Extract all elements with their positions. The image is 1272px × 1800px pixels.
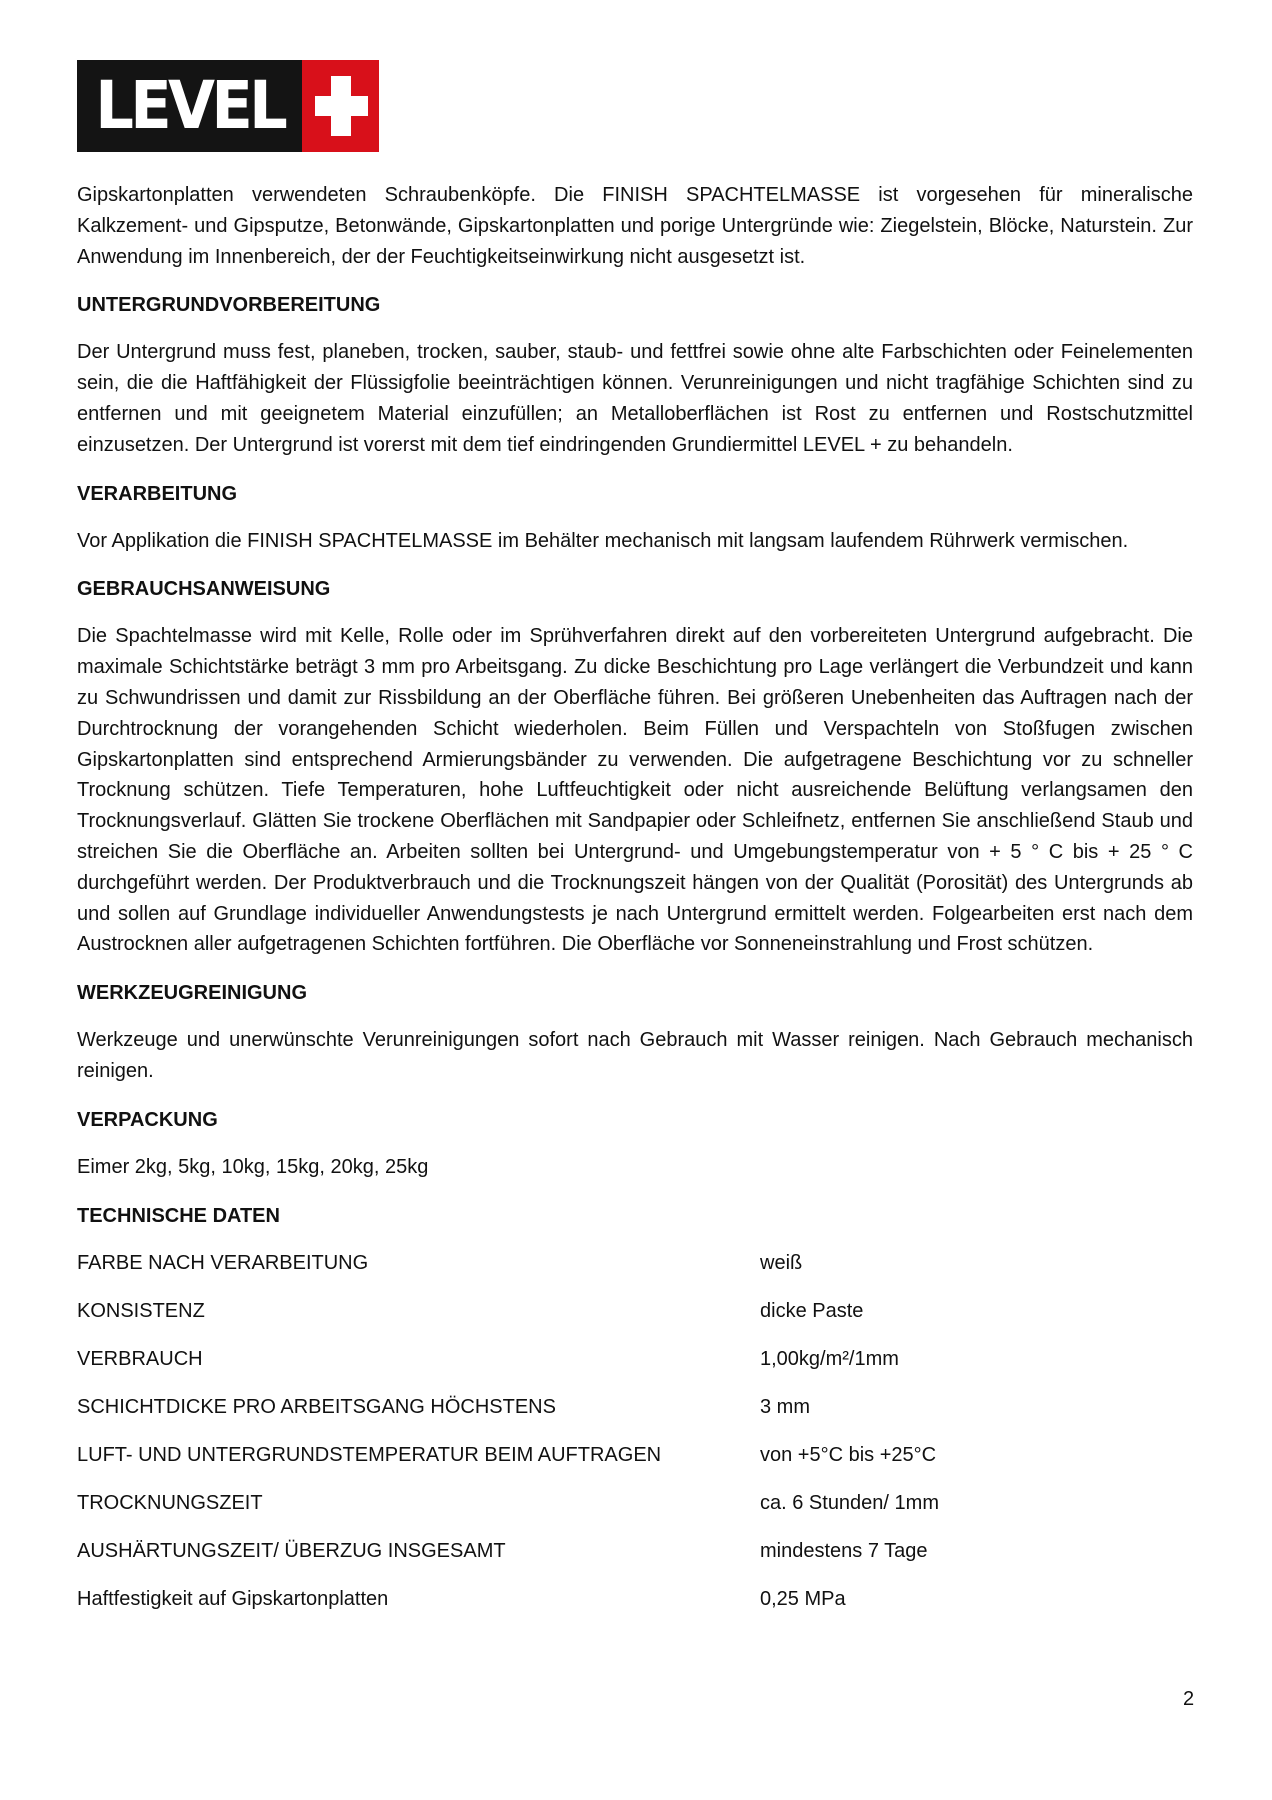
section-text-untergrundvorbereitung: Der Untergrund muss fest, planeben, trocken, sauber, staub- und fettfrei sowie ohne alte Farbschichten oder Feinelementen sein, die die Haftfähigkeit der Flüssigfolie beeinträchtigen können. Verunreinigungen und nicht tragfähige Schichten sind zu entfernen und mit geeignetem Material einzufüllen; an Metalloberflächen ist Rost zu entfernen und Rostschutzmittel einzusetzen. Der Untergrund ist vorerst mit dem tief eindringenden Grundiermittel LEVEL + zu behandeln. <box>77 341 1193 456</box>
tech-label: KONSISTENZ <box>77 1299 205 1322</box>
table-row <box>77 1488 1193 1536</box>
tech-value: weiß <box>760 1251 803 1274</box>
section-heading-gebrauchsanweisung: GEBRAUCHSANWEISUNG <box>77 578 331 601</box>
section-heading-verarbeitung: VERARBEITUNG <box>77 482 238 505</box>
section-heading-untergrundvorbereitung: UNTERGRUNDVORBEREITUNG <box>77 294 381 317</box>
level-plus-logo <box>77 60 379 152</box>
table-row <box>77 1344 1193 1392</box>
tech-value: 1,00kg/m²/1mm <box>760 1347 899 1370</box>
table-row <box>77 1584 1193 1632</box>
section-text-verarbeitung: Vor Applikation die FINISH SPACHTELMASSE im Behälter mechanisch mit langsam laufendem Rührwerk vermischen. <box>77 529 1129 552</box>
section-heading-technische-daten: TECHNISCHE DATEN <box>77 1204 280 1227</box>
tech-value: ca. 6 Stunden/ 1mm <box>760 1491 939 1514</box>
logo-wordmark-box <box>77 60 302 152</box>
table-row <box>77 1440 1193 1488</box>
logo-wordmark: LEVEL <box>95 67 284 144</box>
tech-label: Haftfestigkeit auf Gipskartonplatten <box>77 1587 389 1610</box>
tech-label: TROCKNUNGSZEIT <box>77 1491 263 1514</box>
section-heading-werkzeugreinigung: WERKZEUGREINIGUNG <box>77 982 307 1005</box>
section-text-gebrauchsanweisung: Die Spachtelmasse wird mit Kelle, Rolle oder im Sprühverfahren direkt auf den vorbereiteten Untergrund aufgebracht. Die maximale Schichtstärke beträgt 3 mm pro Arbeitsgang. Zu dicke Beschichtung pro Lage verlängert die Verbundzeit und kann zu Schwundrissen und damit zur Rissbildung an der Oberfläche führen. Bei größeren Unebenheiten das Auftragen nach der Durchtrocknung der vorangehenden Schicht wiederholen. Beim Füllen und Verspachteln von Stoßfugen zwischen Gipskartonplatten sind entsprechend Armierungsbänder zu verwenden. Die aufgetragene Beschichtung vor zu schneller Trocknung schützen. Tiefe Temperaturen, hohe Luftfeuchtigkeit oder nicht ausreichende Belüftung verlangsamen den Trocknungsverlauf. Glätten Sie trockene Oberflächen mit Sandpapier oder Schleifnetz, entfernen Sie anschließend Staub und streichen Sie die Oberfläche an. Arbeiten sollten bei Untergrund- und Umgebungstemperatur von + 5 ° C bis + 25 ° C durchgeführt werden. Der Produktverbrauch und die Trocknungszeit hängen von der Qualität (Porosität) des Untergrunds ab und sollen auf Grundlage individueller Anwendungstests je nach Untergrund ermittelt werden. Folgearbeiten erst nach dem Austrocknen aller aufgetragenen Schichten fortführen. Die Oberfläche vor Sonneneinstrahlung und Frost schützen. <box>77 625 1193 956</box>
tech-value: mindestens 7 Tage <box>760 1539 928 1562</box>
tech-label: SCHICHTDICKE PRO ARBEITSGANG HÖCHSTENS <box>77 1395 556 1418</box>
tech-label: VERBRAUCH <box>77 1347 203 1370</box>
section-text-werkzeugreinigung: Werkzeuge und unerwünschte Verunreinigungen sofort nach Gebrauch mit Wasser reinigen. Nach Gebrauch mechanisch reinigen. <box>77 1029 1193 1082</box>
document-body <box>77 180 1193 1632</box>
technical-data-table <box>77 1248 1193 1632</box>
table-row <box>77 1296 1193 1344</box>
intro-paragraph: Gipskartonplatten verwendeten Schraubenköpfe. Die FINISH SPACHTELMASSE ist vorgesehen für mineralische Kalkzement- und Gipsputze, Betonwände, Gipskartonplatten und porige Untergründe wie: Ziegelstein, Blöcke, Naturstein. Zur Anwendung im Innenbereich, der der Feuchtigkeitseinwirkung nicht ausgesetzt ist. <box>77 184 1193 268</box>
tech-value: 3 mm <box>760 1395 810 1418</box>
section-text-verpackung: Eimer 2kg, 5kg, 10kg, 15kg, 20kg, 25kg <box>77 1155 429 1178</box>
tech-label: AUSHÄRTUNGSZEIT/ ÜBERZUG INSGESAMT <box>77 1539 506 1562</box>
tech-value: dicke Paste <box>760 1299 864 1322</box>
tech-value: 0,25 MPa <box>760 1587 846 1610</box>
table-row <box>77 1392 1193 1440</box>
tech-value: von +5°C bis +25°C <box>760 1443 937 1466</box>
plus-icon <box>302 60 379 152</box>
page-number: 2 <box>1183 1688 1195 1710</box>
tech-label: FARBE NACH VERARBEITUNG <box>77 1251 369 1274</box>
section-heading-verpackung: VERPACKUNG <box>77 1108 218 1131</box>
table-row <box>77 1536 1193 1584</box>
table-row <box>77 1248 1193 1296</box>
tech-label: LUFT- UND UNTERGRUNDSTEMPERATUR BEIM AUFTRAGEN <box>77 1443 662 1466</box>
plus-icon-vertical-bar <box>331 76 351 136</box>
